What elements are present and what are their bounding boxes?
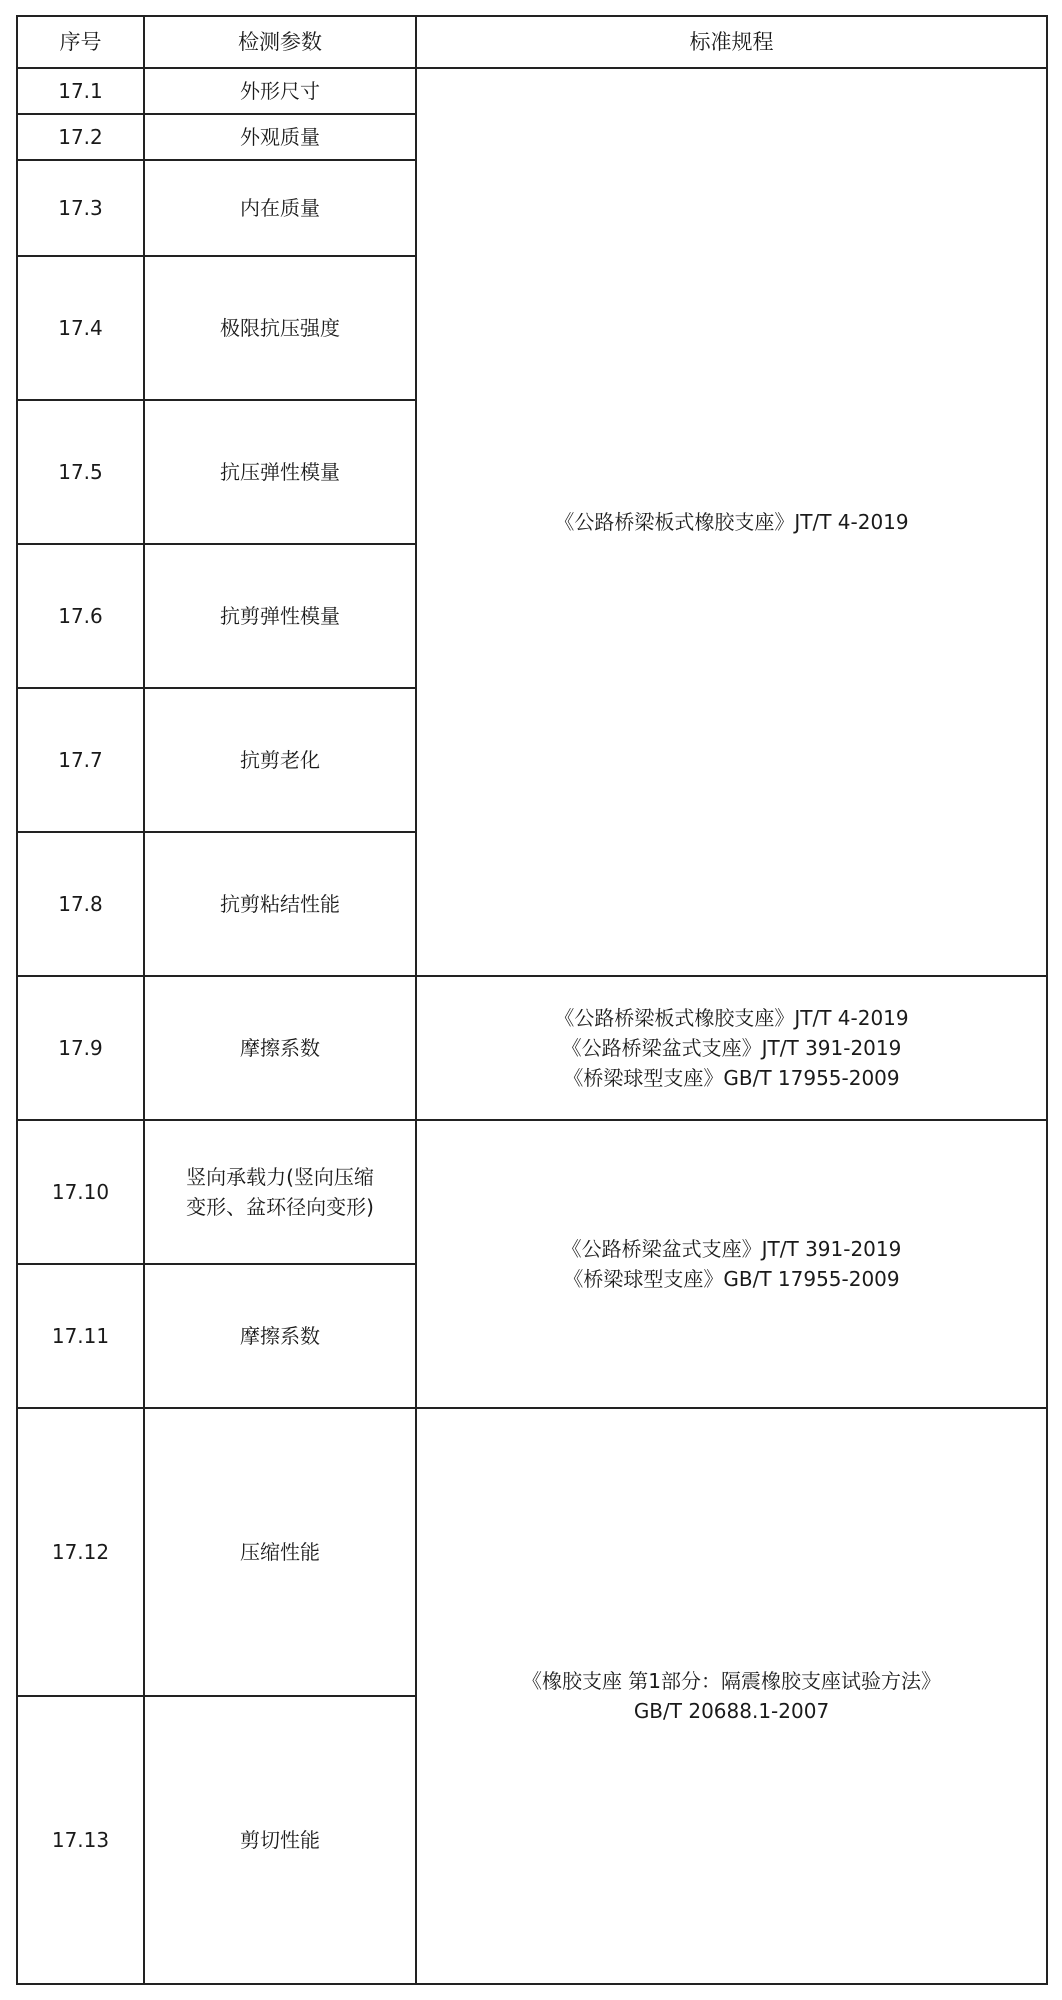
standard-line: 《公路桥梁盆式支座》JT/T 391-2019 [561, 1036, 902, 1060]
standard-line: 《公路桥梁盆式支座》JT/T 391-2019 [561, 1237, 902, 1261]
header-param: 检测参数 [144, 16, 416, 68]
row-seq: 17.5 [17, 400, 144, 544]
row-param: 摩擦系数 [144, 1264, 416, 1408]
row-seq: 17.13 [17, 1696, 144, 1984]
row-seq: 17.11 [17, 1264, 144, 1408]
param-line: 竖向承载力(竖向压缩 [186, 1165, 374, 1189]
row-seq: 17.2 [17, 114, 144, 160]
table-row [17, 1120, 1047, 1264]
row-seq: 17.7 [17, 688, 144, 832]
row-param: 抗剪粘结性能 [144, 832, 416, 976]
row-param: 抗剪老化 [144, 688, 416, 832]
table-row [17, 976, 1047, 1120]
row-seq: 17.6 [17, 544, 144, 688]
row-param: 压缩性能 [144, 1408, 416, 1696]
standard-line: 《橡胶支座 第1部分：隔震橡胶支座试验方法》 [521, 1669, 942, 1693]
standard-line: 《公路桥梁板式橡胶支座》JT/T 4-2019 [554, 510, 909, 534]
table-row [17, 68, 1047, 114]
row-seq: 17.10 [17, 1120, 144, 1264]
standard-cell-group-12-13 [416, 1408, 1047, 1984]
standard-cell-group-9 [416, 976, 1047, 1120]
standard-line: 《桥梁球型支座》GB/T 17955-2009 [563, 1267, 900, 1291]
param-line: 变形、盆环径向变形) [186, 1195, 374, 1219]
row-param: 摩擦系数 [144, 976, 416, 1120]
row-param: 外观质量 [144, 114, 416, 160]
header-standard: 标准规程 [416, 16, 1047, 68]
row-seq: 17.3 [17, 160, 144, 256]
header-row [17, 16, 1047, 68]
standard-cell-group-1-8 [416, 68, 1047, 976]
row-param: 极限抗压强度 [144, 256, 416, 400]
table-row [17, 1408, 1047, 1696]
row-seq: 17.12 [17, 1408, 144, 1696]
row-seq: 17.1 [17, 68, 144, 114]
standard-cell-group-10-11 [416, 1120, 1047, 1408]
row-param: 抗压弹性模量 [144, 400, 416, 544]
row-param: 剪切性能 [144, 1696, 416, 1984]
standard-line: 《桥梁球型支座》GB/T 17955-2009 [563, 1066, 900, 1090]
row-seq: 17.8 [17, 832, 144, 976]
row-param: 内在质量 [144, 160, 416, 256]
row-param [144, 1120, 416, 1264]
standard-line: 《公路桥梁板式橡胶支座》JT/T 4-2019 [554, 1006, 909, 1030]
standards-table [16, 15, 1048, 1985]
standard-line: GB/T 20688.1-2007 [633, 1699, 830, 1723]
row-seq: 17.4 [17, 256, 144, 400]
row-param: 抗剪弹性模量 [144, 544, 416, 688]
row-param: 外形尺寸 [144, 68, 416, 114]
row-seq: 17.9 [17, 976, 144, 1120]
header-seq: 序号 [17, 16, 144, 68]
